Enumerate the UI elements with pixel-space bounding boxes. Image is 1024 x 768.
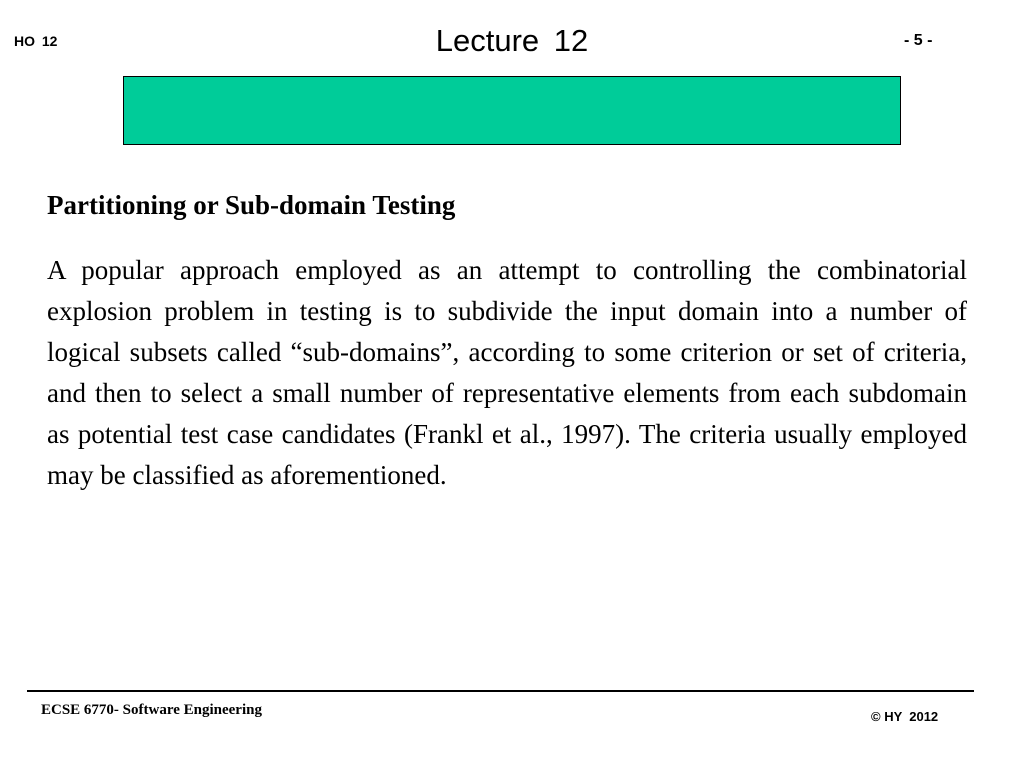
section-heading: Partitioning or Sub-domain Testing	[47, 190, 456, 220]
handout-number: HO 12	[14, 33, 58, 49]
lecture-title: Lecture 12	[435, 23, 589, 58]
title-banner	[123, 76, 901, 145]
footer-divider	[27, 690, 974, 692]
copyright-notice: © HY 2012	[871, 709, 939, 724]
course-name: ECSE 6770- Software Engineering	[41, 702, 262, 718]
body-paragraph: A popular approach employed as an attempt to controlling the combinatorial explosion problem in testing is to subdivide the input domain into a number of logical subsets called “sub-domains”, according to some criterion or set of criteria, and then to select a small number of representative elements from each subdomain as potential test case candidates (Frankl et al., 1997). The criteria usually employed may be classified as aforementioned.	[47, 255, 967, 490]
page-number: - 5 -	[904, 32, 933, 49]
